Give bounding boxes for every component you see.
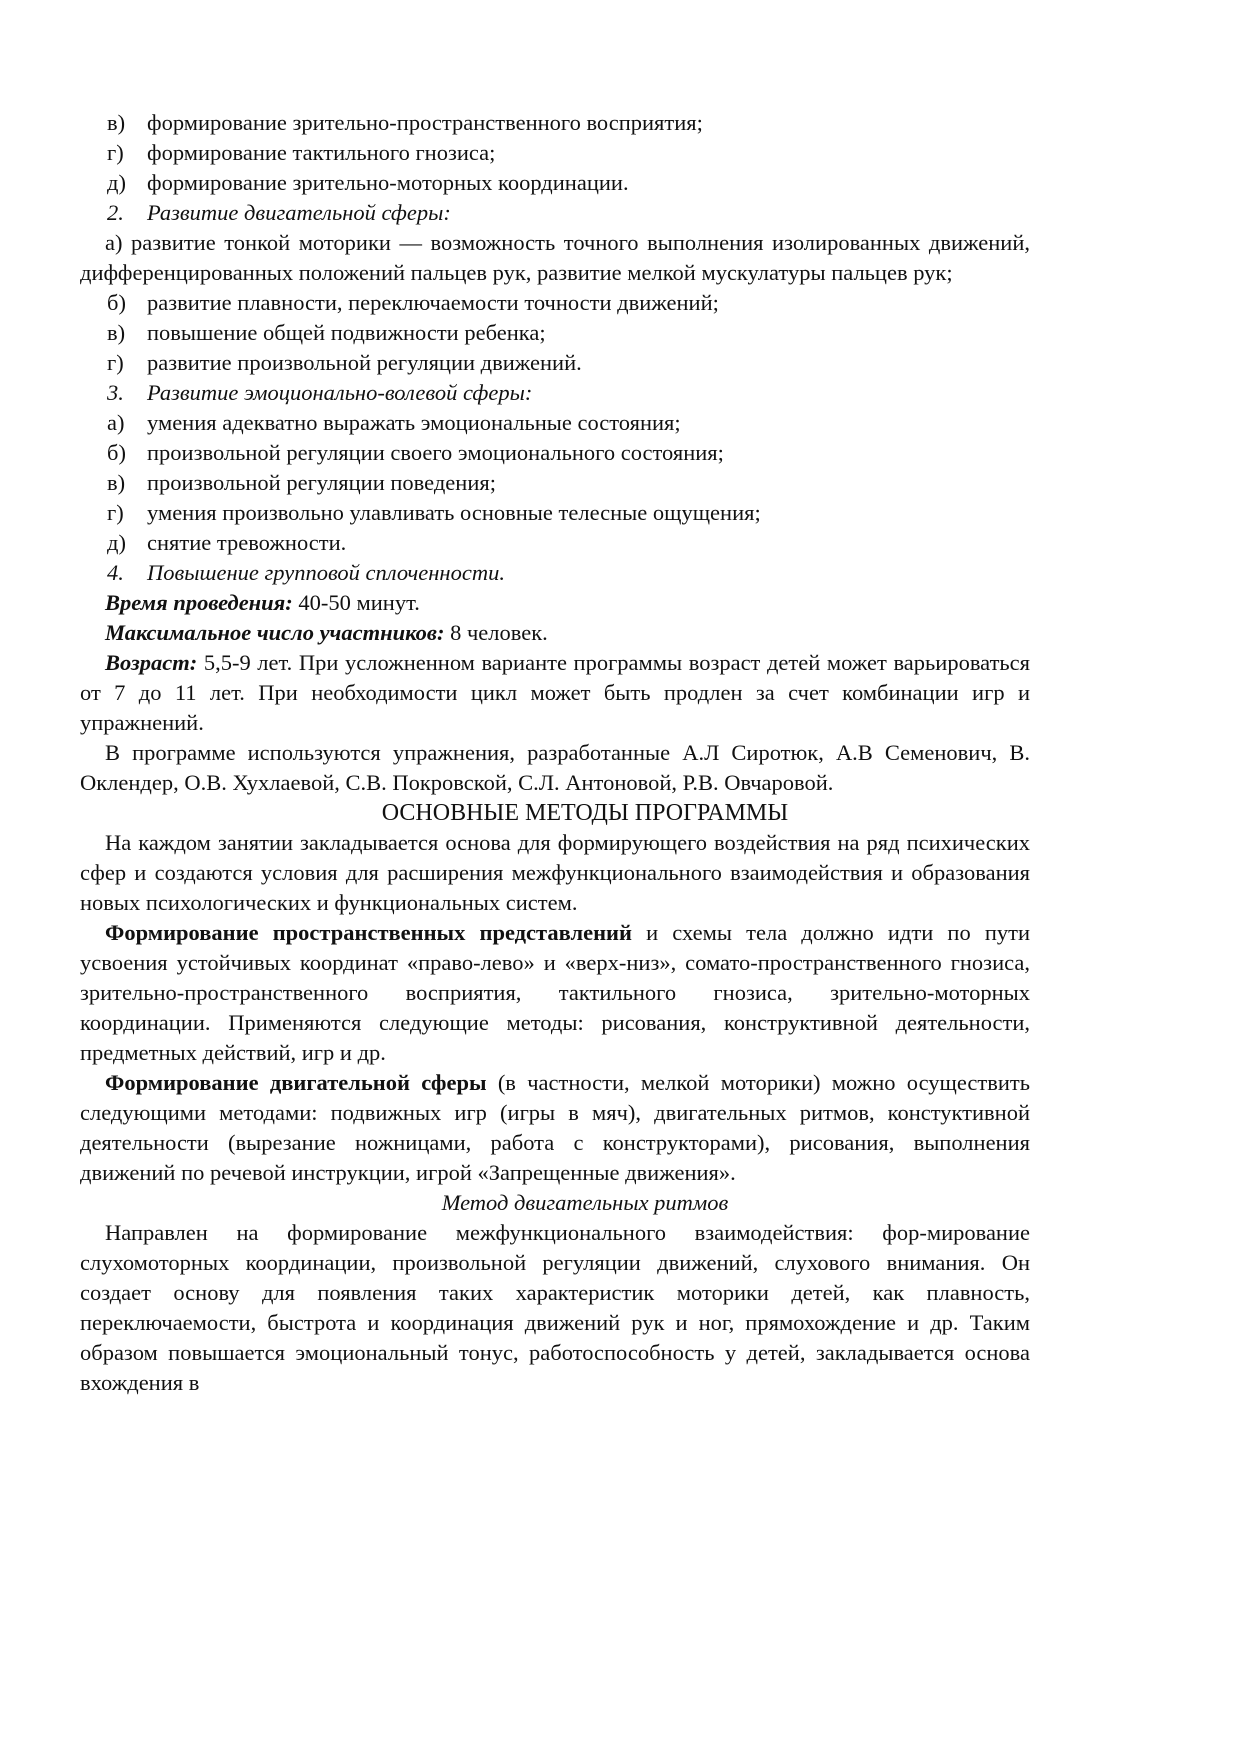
paragraph-motor <box>80 1068 1030 1188</box>
list-item <box>80 168 1030 198</box>
list-item <box>80 528 1030 558</box>
section-number: 3. <box>107 380 124 405</box>
list-item <box>80 108 1030 138</box>
list-item-text: развитие плавности, переключаемости точности движений; <box>147 290 719 315</box>
spatial-term: Формирование пространственных представлений <box>105 920 632 945</box>
heading-main-methods: ОСНОВНЫЕ МЕТОДЫ ПРОГРАММЫ <box>381 800 789 826</box>
list-item-text: произвольной регуляции поведения; <box>147 470 496 495</box>
list-item <box>80 138 1030 168</box>
list-item <box>80 318 1030 348</box>
list-marker: а) <box>107 410 125 435</box>
list-item-text: формирование тактильного гнозиса; <box>147 140 496 165</box>
subheading-motor-rhythms: Метод двигательных ритмов <box>441 1190 729 1215</box>
list-marker: д) <box>107 530 126 555</box>
list-marker: д) <box>107 170 126 195</box>
section-title: Повышение групповой сплоченности. <box>147 560 505 585</box>
list-item-text: формирование зрительно-моторных координации. <box>147 170 629 195</box>
list-item-text: снятие тревожности. <box>147 530 347 555</box>
age-label: Возраст: <box>105 650 198 675</box>
list-item <box>80 498 1030 528</box>
section-heading-cohesion <box>80 558 1030 588</box>
list-marker: в) <box>107 320 126 345</box>
paragraph-motor-rhythms: Направлен на формирование межфункционального взаимодействия: фор-мирование слухомоторных координации, произвольной регуляции движений, слухового внимания. Он создает основу для появления таких характеристик моторики детей, как плавность, переключаемости, быстрота и координация движений рук и ног, прямохождение и др. Таким образом повышается эмоциональный тонус, работоспособность у детей, закладывается основа вхождения в <box>80 1220 1030 1395</box>
paragraph-fine-motor: а) развитие тонкой моторики — возможность точного выполнения изолированных движений, дифференцированных положений пальцев рук, развитие мелкой мускулатуры пальцев рук; <box>80 230 1030 285</box>
motor-term: Формирование двигательной сферы <box>105 1070 487 1095</box>
section-title: Развитие эмоционально-волевой сферы: <box>147 380 533 405</box>
list-item-text: формирование зрительно-пространственного восприятия; <box>147 110 703 135</box>
paragraph-methods-intro: На каждом занятии закладывается основа для формирующего воздействия на ряд психических сфер и создаются условия для расширения межфункционального взаимодействия и образования новых психологических и функциональных систем. <box>80 830 1030 915</box>
list-item-text: умения произвольно улавливать основные телесные ощущения; <box>147 500 761 525</box>
max-participants-value: 8 человек. <box>444 620 548 645</box>
list-item <box>80 348 1030 378</box>
document-page <box>80 108 1030 1398</box>
list-marker: г) <box>107 500 124 525</box>
list-item <box>80 408 1030 438</box>
section-heading-motor <box>80 198 1030 228</box>
list-item <box>80 468 1030 498</box>
paragraph-spatial <box>80 918 1030 1068</box>
max-participants-label: Максимальное число участников: <box>105 620 445 645</box>
age-value: 5,5-9 лет. При усложненном варианте программы возраст детей может варьироваться от 7 до 11 лет. При необходимости цикл может быть продлен за счет комбинации игр и упражнений. <box>80 650 1030 735</box>
motor-text: (в частности, мелкой моторики) можно осуществить следующими методами: подвижных игр (игры в мяч), двигательных ритмов, констуктивной деятельности (вырезание ножницами, работа с конструкторами), рисования, выполнения движений по речевой инструкции, игрой «Запрещенные движения». <box>80 1070 1030 1185</box>
duration-label: Время проведения: <box>105 590 293 615</box>
section-title: Развитие двигательной сферы: <box>147 200 451 225</box>
paragraph-authors: В программе используются упражнения, разработанные А.Л Сиротюк, А.В Семенович, В. Оклендер, О.В. Хухлаевой, С.В. Покровской, С.Л. Антоновой, Р.В. Овчаровой. <box>80 740 1030 795</box>
section-number: 2. <box>107 200 124 225</box>
section-heading-emotional <box>80 378 1030 408</box>
list-marker: в) <box>107 110 126 135</box>
list-item-text: произвольной регуляции своего эмоционального состояния; <box>147 440 724 465</box>
duration-value: 40-50 минут. <box>292 590 420 615</box>
section-number: 4. <box>107 560 124 585</box>
list-marker: г) <box>107 140 124 165</box>
list-marker: г) <box>107 350 124 375</box>
list-item-text: развитие произвольной регуляции движений. <box>147 350 582 375</box>
meta-max-participants <box>80 618 1030 648</box>
list-marker: б) <box>107 290 126 315</box>
list-item-text: умения адекватно выражать эмоциональные состояния; <box>147 410 681 435</box>
list-item-text: повышение общей подвижности ребенка; <box>147 320 546 345</box>
list-item <box>80 288 1030 318</box>
meta-age <box>80 648 1030 738</box>
meta-duration <box>80 588 1030 618</box>
list-marker: б) <box>107 440 126 465</box>
spatial-text: и схемы тела должно идти по пути усвоения устойчивых координат «право-лево» и «верх-низ», сомато-пространственного гнозиса, зрительно-пространственного восприятия, тактильного гнозиса, зрительно-моторных координации. Применяются следующие методы: рисования, конструктивной деятельности, предметных действий, игр и др. <box>80 920 1030 1065</box>
list-item <box>80 438 1030 468</box>
list-marker: в) <box>107 470 126 495</box>
